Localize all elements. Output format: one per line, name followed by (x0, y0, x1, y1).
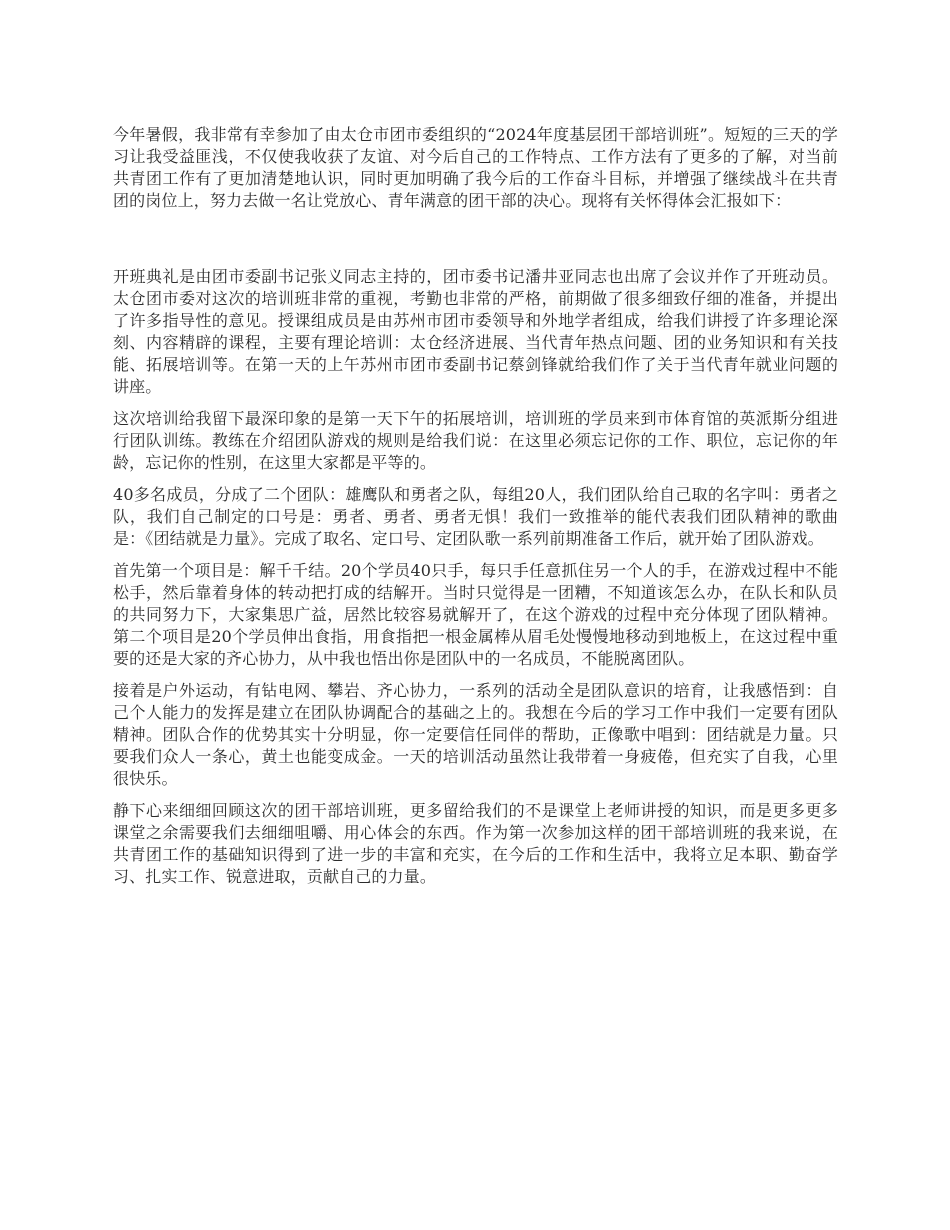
paragraph-intro: 今年暑假，我非常有幸参加了由太仓市团市委组织的“2024年度基层团干部培训班”。短短的三天的学习让我受益匪浅，不仅使我收获了友谊、对今后自己的工作特点、工作方法有了更多的了解，对当前共青团工作有了更加清楚地认识，同时更加明确了我今后的工作奋斗目标，并增强了继续战斗在共青团的岗位上，努力去做一名让党放心、青年满意的团干部的决心。现将有关怀得体会汇报如下： (113, 125, 838, 210)
paragraph-outdoor-activities: 接着是户外运动，有钻电网、攀岩、齐心协力，一系列的活动全是团队意识的培育，让我感悟到：自己个人能力的发挥是建立在团队协调配合的基础之上的。我想在今后的学习工作中我们一定要有团队精神。团队合作的优势其实十分明显，你一定要信任同伴的帮助，正像歌中唱到：团结就是力量。只要我们众人一条心，黄土也能变成金。一天的培训活动虽然让我带着一身疲倦，但充实了自我，心里很快乐。 (113, 681, 838, 788)
paragraph-opening-ceremony: 开班典礼是由团市委副书记张义同志主持的，团市委书记潘井亚同志也出席了会议并作了开班动员。太仓团市委对这次的培训班非常的重视，考勤也非常的严格，前期做了很多细致仔细的准备，并提出了许多指导性的意见。授课组成员是由苏州市团市委领导和外地学者组成，给我们讲授了许多理论深刻、内容精辟的课程，主要有理论培训：太仓经济进展、当代青年热点问题、团的业务知识和有关技能、拓展培训等。在第一天的上午苏州市团市委副书记蔡剑锋就给我们作了关于当代青年就业问题的讲座。 (113, 267, 838, 396)
paragraph-games: 首先第一个项目是：解千千结。20个学员40只手，每只手任意抓住另一个人的手，在游戏过程中不能松手，然后靠着身体的转动把打成的结解开。当时只觉得是一团糟，不知道该怎么办，在队长和队员的共同努力下，大家集思广益，居然比较容易就解开了，在这个游戏的过程中充分体现了团队精神。第二个项目是20个学员伸出食指，用食指把一根金属棒从眉毛处慢慢地移动到地板上，在这过程中重要的还是大家的齐心协力，从中我也悟出你是团队中的一名成员，不能脱离团队。 (113, 561, 838, 668)
paragraph-outdoor-training: 这次培训给我留下最深印象的是第一天下午的拓展培训，培训班的学员来到市体育馆的英派斯分组进行团队训练。教练在介绍团队游戏的规则是给我们说：在这里必须忘记你的工作、职位，忘记你的年龄，忘记你的性别，在这里大家都是平等的。 (113, 409, 838, 472)
paragraph-teams: 40多名成员，分成了二个团队：雄鹰队和勇者之队，每组20人，我们团队给自己取的名字叫：勇者之队，我们自己制定的口号是：勇者、勇者、勇者无惧！我们一致推举的能代表我们团队精神的歌曲是：《团结就是力量》。完成了取名、定口号、定团队歌一系列前期准备工作后，就开始了团队游戏。 (113, 485, 838, 548)
document-body (113, 124, 838, 898)
paragraph-conclusion: 静下心来细细回顾这次的团干部培训班，更多留给我们的不是课堂上老师讲授的知识，而是更多更多课堂之余需要我们去细细咀嚼、用心体会的东西。作为第一次参加这样的团干部培训班的我来说，在共青团工作的基础知识得到了进一步的丰富和充实，在今后的工作和生活中，我将立足本职、勤奋学习、扎实工作、锐意进取，贡献自己的力量。 (113, 801, 838, 886)
